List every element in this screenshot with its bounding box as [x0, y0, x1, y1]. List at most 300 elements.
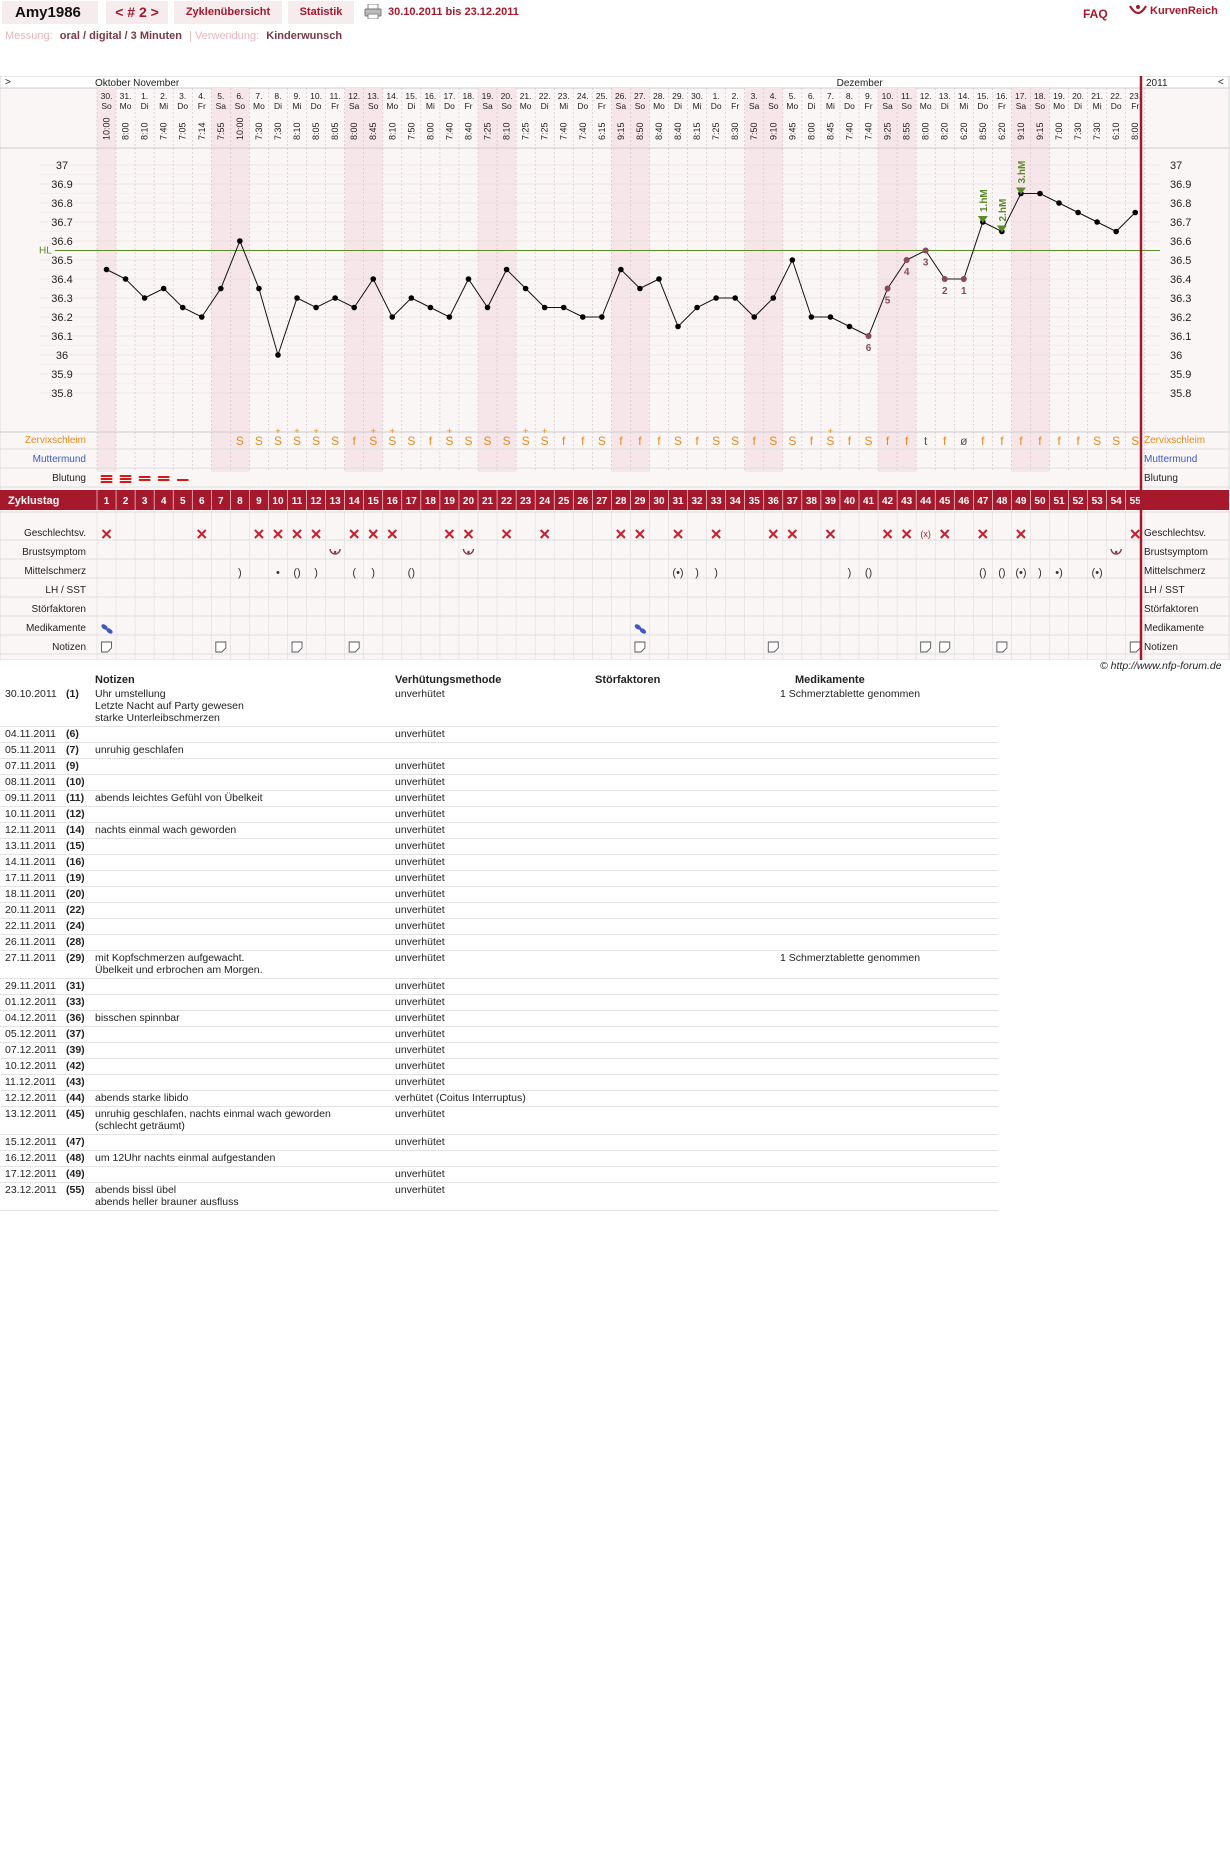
temperature-point [466, 276, 472, 282]
row-label-breast: Brustsymptom [22, 547, 86, 558]
row-disturb [595, 687, 780, 727]
temperature-point [313, 305, 319, 311]
weekday-label: So [634, 101, 646, 111]
row-date-cell [0, 759, 95, 775]
row-label-lh: LH / SST [45, 585, 86, 596]
temperature-point [770, 295, 776, 301]
row-date: 14.11.2011 [5, 856, 56, 868]
point-number: 5 [884, 295, 891, 307]
weekday-label: Fr [997, 101, 1006, 111]
usage-value: Kinderwunsch [266, 30, 343, 42]
weekday-label: Sa [615, 101, 627, 111]
row-day: (49) [66, 1168, 85, 1180]
row-meds [780, 903, 998, 919]
y-tick-right: 36.7 [1170, 217, 1192, 229]
mucus-symbol: f [885, 434, 890, 448]
date-label: 7. [255, 91, 263, 101]
date-label: 18. [462, 91, 475, 101]
cycle-day-number: 53 [1091, 496, 1103, 507]
breast-dot [1115, 551, 1118, 554]
row-method: unverhütet [395, 759, 595, 775]
weekday-label: Sa [482, 101, 493, 111]
intercourse-protected: (x) [920, 529, 931, 539]
weekday-label: Fr [597, 101, 606, 111]
row-date: 15.12.2011 [5, 1136, 57, 1148]
row-label-cervix: Muttermund [32, 454, 86, 465]
date-label: 20. [1072, 91, 1084, 101]
row-date: 26.11.2011 [5, 936, 56, 948]
date-label: 23. [557, 91, 570, 101]
row-date-cell [0, 1043, 95, 1059]
row-meds [780, 1011, 998, 1027]
weekday-label: Mo [253, 101, 265, 111]
measurement-value: oral / digital / 3 Minuten [59, 30, 182, 42]
row-disturb [595, 1075, 780, 1091]
measurement-info: Messung: oral / digital / 3 Minuten | Verwendung: Kinderwunsch [5, 30, 343, 42]
row-meds [780, 919, 998, 935]
faq-link[interactable]: FAQ [1083, 7, 1108, 21]
print-icon[interactable] [364, 4, 382, 19]
cycle-chart [0, 76, 1230, 660]
row-meds [780, 1091, 998, 1107]
mucus-symbol: f [581, 434, 585, 448]
mucus-plus: + [827, 426, 834, 436]
time-label: 8:05 [311, 122, 322, 140]
row-note [95, 1135, 395, 1151]
temperature-point [237, 238, 243, 244]
row-date-cell [0, 791, 95, 807]
cycle-day-number: 36 [767, 496, 779, 507]
temperature-point [790, 257, 796, 263]
notes-row [0, 1167, 998, 1183]
notes-row [0, 687, 998, 727]
row-date-cell [0, 823, 95, 839]
date-label: 6. [236, 91, 244, 101]
notes-row [0, 1011, 998, 1027]
logo-text: KurvenReich [1150, 5, 1218, 17]
time-label: 6:20 [958, 122, 969, 140]
col-method: Verhütungsmethode [395, 674, 502, 686]
bleeding-mark [101, 478, 113, 480]
row-date-cell [0, 979, 95, 995]
row-disturb [595, 1183, 780, 1211]
row-note: abends bissl übel abends heller brauner ausfluss [95, 1183, 395, 1211]
time-label: 10:00 [234, 117, 245, 140]
temperature-point [123, 276, 129, 282]
lower-frame [0, 512, 1229, 660]
y-tick-left: 35.9 [51, 369, 73, 381]
y-tick-left: 36.9 [51, 179, 73, 191]
row-date: 05.11.2011 [5, 744, 56, 756]
mucus-plus: + [446, 426, 453, 436]
date-label: 26. [614, 91, 627, 101]
mittelschmerz-symbol: ) [695, 567, 699, 579]
temperature-point [732, 295, 738, 301]
y-tick-right: 36.4 [1170, 274, 1192, 286]
row-method: unverhütet [395, 791, 595, 807]
month-label: November [133, 78, 180, 89]
y-tick-left: 36.2 [51, 312, 73, 324]
temperature-point [523, 286, 529, 292]
date-label: 7. [826, 91, 834, 101]
temperature-point [618, 267, 624, 273]
mucus-symbol: S [464, 434, 473, 448]
date-label: 20. [500, 91, 513, 101]
cycle-day-number: 45 [939, 496, 951, 507]
y-tick-left: 36.1 [51, 331, 73, 343]
row-date: 12.12.2011 [5, 1092, 57, 1104]
notes-row [0, 727, 998, 743]
row-date-cell [0, 1151, 95, 1167]
row-date-cell [0, 1075, 95, 1091]
date-label: 9. [864, 91, 873, 101]
row-meds [780, 1027, 998, 1043]
row-disturb [595, 1135, 780, 1151]
time-label: 9:10 [1015, 122, 1026, 140]
row-meds [780, 979, 998, 995]
cycle-day-number: 9 [256, 496, 262, 507]
mucus-symbol: ø [960, 434, 968, 448]
tab-statistics[interactable]: Statistik [288, 1, 354, 24]
row-note [95, 807, 395, 823]
mucus-symbol: f [1038, 434, 1042, 448]
row-method: unverhütet [395, 855, 595, 871]
weekday-label: Mi [1092, 101, 1102, 111]
time-label: 8:10 [292, 122, 303, 140]
row-disturb [595, 743, 780, 759]
time-label: 7:25 [520, 122, 531, 140]
temperature-point [694, 305, 700, 311]
row-date: 17.12.2011 [5, 1168, 57, 1180]
date-range: 30.10.2011 bis 23.12.2011 [388, 6, 519, 18]
date-label: 8. [845, 91, 854, 101]
weekday-label: Fr [864, 101, 873, 111]
mucus-symbol: S [864, 434, 873, 448]
notes-row [0, 919, 998, 935]
date-label: 12. [919, 91, 932, 101]
row-meds [780, 1075, 998, 1091]
row-date: 17.11.2011 [5, 872, 56, 884]
row-label-notes: Notizen [52, 642, 86, 653]
bleeding-mark [177, 479, 189, 481]
tab-cycle-overview[interactable]: Zyklenübersicht [174, 1, 282, 24]
weekend-column [497, 88, 516, 472]
col-disturb: Störfaktoren [595, 674, 661, 686]
temperature-point [751, 314, 757, 320]
row-note: abends leichtes Gefühl von Übelkeit [95, 791, 395, 807]
time-label: 8:45 [825, 122, 836, 140]
weekday-label: Sa [1015, 101, 1027, 111]
date-label: 18. [1034, 91, 1046, 101]
time-label: 7:30 [1073, 122, 1084, 140]
row-day: (39) [66, 1044, 85, 1056]
time-label: 7:30 [272, 122, 283, 140]
weekday-label: So [768, 101, 779, 111]
weekend-column [478, 88, 497, 472]
temperature-point [428, 305, 434, 311]
weekday-label: Mo [919, 101, 932, 111]
mittelschmerz-symbol: ) [1038, 567, 1042, 579]
temperature-point [447, 314, 453, 320]
weekend-column [630, 88, 649, 472]
time-label: 7:50 [749, 122, 760, 140]
weekday-label: Sa [215, 101, 227, 111]
row-date-cell [0, 1059, 95, 1075]
time-label: 7:25 [482, 122, 493, 140]
row-date: 20.11.2011 [5, 904, 56, 916]
row-day: (11) [66, 792, 85, 804]
cycle-day-number: 14 [348, 496, 360, 507]
bleeding-mark [120, 478, 132, 480]
time-label: 7:40 [577, 122, 588, 140]
date-label: 2. [160, 91, 168, 101]
username-label: Amy1986 [2, 1, 98, 24]
weekday-label: Mi [825, 101, 835, 111]
temperature-point [1056, 200, 1062, 206]
weekday-label: Di [273, 101, 282, 111]
row-date: 01.12.2011 [5, 996, 57, 1008]
row-disturb [595, 1059, 780, 1075]
row-disturb [595, 1027, 780, 1043]
date-label: 11. [901, 91, 913, 101]
mucus-symbol: S [312, 434, 321, 448]
row-disturb [595, 887, 780, 903]
row-meds [780, 823, 998, 839]
notes-row [0, 1107, 998, 1135]
row-date-cell [0, 951, 95, 979]
weekday-label: Fr [1131, 101, 1140, 111]
row-date: 10.12.2011 [5, 1060, 57, 1072]
weekday-label: Mi [959, 101, 969, 111]
date-label: 1. [141, 91, 149, 101]
weekend-column [764, 88, 783, 472]
row-meds [780, 759, 998, 775]
date-label: 19. [481, 91, 494, 101]
row-day: (44) [66, 1092, 85, 1104]
row-day: (28) [66, 936, 85, 948]
row-label-right-notes: Notizen [1144, 642, 1178, 653]
time-label: 8:40 [653, 122, 664, 140]
date-label: 27. [634, 91, 646, 101]
bleeding-mark [101, 475, 113, 477]
temperature-point [199, 314, 205, 320]
bleeding-mark [158, 479, 170, 481]
weekday-label: Mi [292, 101, 302, 111]
weekday-label: Mi [159, 101, 169, 111]
mucus-symbol: S [521, 434, 530, 448]
point-number: 1 [960, 286, 967, 297]
weekday-label: So [234, 101, 246, 111]
kurvenreich-logo[interactable] [1128, 2, 1230, 22]
cycle-day-number: 8 [237, 496, 243, 507]
row-method: unverhütet [395, 1183, 595, 1211]
breast-dot [467, 551, 470, 554]
cycle-day-number: 7 [218, 496, 224, 507]
cycle-day-number: 34 [729, 496, 741, 507]
row-note [95, 935, 395, 951]
temperature-point [561, 305, 567, 311]
row-label-right-lh: LH / SST [1144, 585, 1185, 596]
weekday-label: Mi [425, 101, 435, 111]
breast-dot [334, 551, 337, 554]
mittelschmerz-symbol: •) [1055, 567, 1063, 579]
mucus-symbol: S [254, 434, 263, 448]
row-disturb [595, 759, 780, 775]
row-date-cell [0, 871, 95, 887]
cycle-day-number: 12 [310, 496, 322, 507]
row-date: 12.11.2011 [5, 824, 56, 836]
weekend-column [745, 88, 764, 472]
temperature-point [370, 276, 376, 282]
notes-row [0, 839, 998, 855]
bleeding-mark [101, 481, 113, 483]
row-note [95, 871, 395, 887]
temperature-point [580, 314, 586, 320]
mucus-symbol: S [826, 434, 835, 448]
mittelschmerz-symbol: ( [352, 567, 357, 579]
weekday-label: Mi [559, 101, 569, 111]
point-number: 6 [865, 343, 872, 354]
month-label: Oktober [95, 78, 131, 89]
mucus-plus: + [370, 426, 376, 436]
weekday-label: Do [1110, 101, 1122, 111]
y-tick-left: 36.8 [51, 198, 73, 210]
cycle-day-number: 3 [141, 496, 148, 507]
date-label: 1. [712, 91, 720, 101]
row-meds [780, 807, 998, 823]
mucus-symbol: f [562, 434, 566, 448]
cycle-day-number: 47 [977, 496, 989, 507]
cycle-day-number: 39 [824, 496, 836, 507]
mucus-symbol: f [657, 434, 661, 448]
row-date-cell [0, 919, 95, 935]
row-meds [780, 1043, 998, 1059]
row-method: unverhütet [395, 1011, 595, 1027]
temperature-point [1132, 210, 1138, 216]
cycle-day-number: 2 [122, 496, 129, 507]
high-marker-label: 1.hM [978, 189, 990, 212]
cycle-day-number: 16 [386, 496, 398, 507]
weekend-column [345, 88, 364, 472]
weekday-label: Fr [731, 101, 740, 111]
time-label: 8:50 [977, 122, 988, 140]
row-date: 08.11.2011 [5, 776, 56, 788]
row-date-cell [0, 839, 95, 855]
time-label: 8:00 [120, 122, 131, 140]
date-label: 23. [1129, 91, 1142, 101]
weekday-label: Mo [519, 101, 532, 111]
notes-row [0, 903, 998, 919]
cycle-day-number: 29 [634, 496, 646, 507]
time-label: 10:00 [101, 117, 112, 140]
cycle-day-number: 40 [843, 496, 856, 507]
time-label: 7:40 [863, 122, 874, 140]
notes-row [0, 775, 998, 791]
weekday-label: Sa [348, 101, 360, 111]
notes-row [0, 1059, 998, 1075]
notes-row [0, 1151, 998, 1167]
high-marker-label: 3.hM [1016, 160, 1028, 184]
weekday-label: Fr [464, 101, 473, 111]
weekday-label: Do [710, 101, 722, 111]
mucus-symbol: t [924, 434, 928, 448]
cycle-day-number: 11 [291, 496, 303, 507]
bleeding-mark [120, 475, 132, 477]
row-meds [780, 743, 998, 759]
bleeding-mark [158, 476, 170, 478]
mittelschmerz-symbol: () [998, 567, 1006, 579]
y-tick-right: 36.3 [1170, 293, 1192, 305]
mucus-symbol: S [674, 434, 683, 448]
cycle-day-number: 17 [405, 496, 417, 507]
row-date-cell [0, 1011, 95, 1027]
row-meds [780, 727, 998, 743]
y-tick-left: 35.8 [51, 388, 73, 400]
weekday-label: Sa [882, 101, 893, 111]
cycle-day-number: 43 [901, 496, 913, 507]
row-label-intercourse: Geschlechtsv. [23, 528, 86, 539]
date-label: 5. [217, 91, 225, 101]
date-label: 8. [274, 91, 282, 101]
row-disturb [595, 1043, 780, 1059]
row-date: 16.12.2011 [5, 1152, 57, 1164]
cycle-navigation[interactable]: < # 2 > [106, 1, 168, 24]
mucus-symbol: f [428, 434, 433, 448]
row-note: um 12Uhr nachts einmal aufgestanden [95, 1151, 395, 1167]
row-date-cell [0, 1091, 95, 1107]
numbered-point [904, 257, 910, 263]
row-meds [780, 995, 998, 1011]
cycle-day-number: 10 [272, 496, 284, 507]
mucus-symbol: f [619, 434, 623, 448]
time-label: 9:45 [787, 122, 798, 140]
numbered-point [923, 248, 929, 254]
mucus-plus: + [389, 426, 395, 436]
temperature-point [847, 324, 853, 330]
weekday-label: Mo [653, 101, 665, 111]
weekend-column [611, 88, 630, 472]
high-marker-label: 2.hM [997, 198, 1009, 222]
row-note [95, 727, 395, 743]
mucus-symbol: S [388, 434, 397, 448]
row-disturb [595, 935, 780, 951]
row-method: unverhütet [395, 1059, 595, 1075]
row-day: (15) [66, 840, 85, 852]
cycle-day-number: 48 [996, 496, 1008, 507]
chart-nav-right: < [1218, 77, 1224, 88]
time-label: 6:15 [596, 122, 607, 140]
row-method [395, 1151, 595, 1167]
row-disturb [595, 1107, 780, 1135]
row-date-cell [0, 887, 95, 903]
cycle-day-number: 46 [958, 496, 970, 507]
mucus-symbol: f [809, 434, 814, 448]
top-bar [0, 0, 1230, 26]
row-label-right-cervix: Muttermund [1144, 454, 1198, 465]
mucus-plus: + [313, 426, 319, 436]
time-label: 7:50 [406, 122, 417, 140]
date-label: 12. [348, 91, 361, 101]
time-label: 8:10 [501, 122, 512, 140]
y-tick-right: 36.6 [1170, 236, 1192, 248]
numbered-point [885, 286, 891, 292]
temperature-point [161, 286, 167, 292]
temperature-point [256, 286, 262, 292]
weekday-label: Di [540, 101, 549, 111]
date-label: 31. [119, 91, 132, 101]
y-tick-right: 36 [1170, 350, 1183, 362]
row-label-right-mucus: Zervixschleim [1144, 435, 1206, 446]
